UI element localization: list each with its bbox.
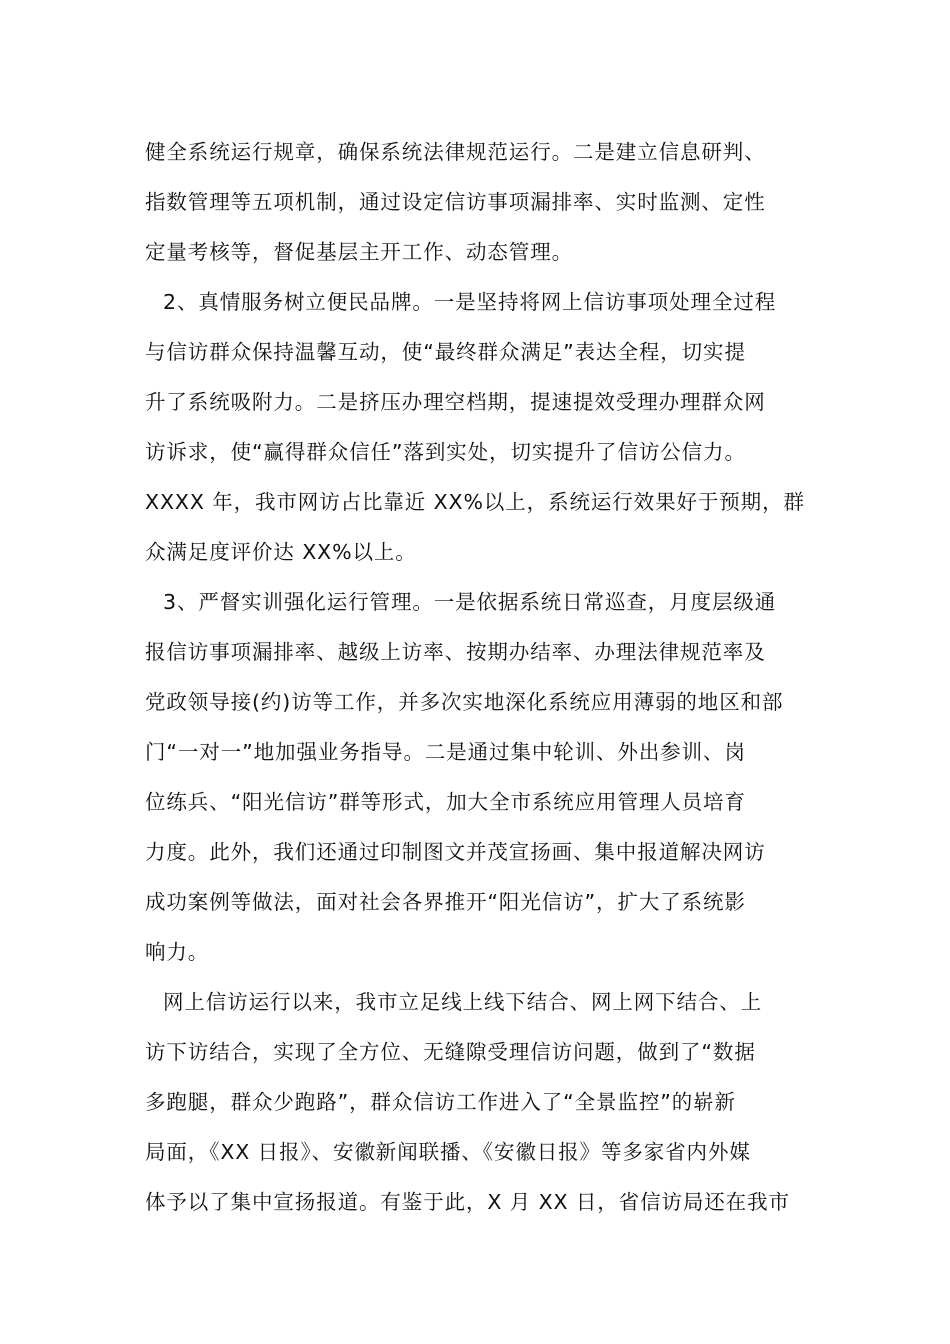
text-line-2: 指数管理等五项机制，通过设定信访事项漏排率、实时监测、定性 — [145, 190, 766, 214]
text-line-21: 局面，《XX 日报》、安徽新闻联播、《安徽日报》等多家省内外媒 — [145, 1140, 751, 1164]
text-line-9: 众满足度评价达 XX%以上。 — [145, 540, 417, 564]
text-line-22: 体予以了集中宣扬报道。有鉴于此，X 月 XX 日，省信访局还在我市 — [145, 1190, 790, 1214]
text-line-5: 与信访群众保持温馨互动，使“最终群众满足”表达全程，切实提 — [145, 340, 746, 364]
paragraph-4-first-line: 网上信访运行以来，我市立足线上线下结合、网上网下结合、上 — [163, 990, 763, 1014]
text-line-6: 升了系统吸附力。二是挤压办理空档期，提速提效受理办理群众网 — [145, 390, 766, 414]
text-line-8: XXXX 年，我市网访占比靠近 XX%以上，系统运行效果好于预期，群 — [145, 490, 805, 514]
text-line-1: 健全系统运行规章，确保系统法律规范运行。二是建立信息研判、 — [145, 140, 766, 164]
text-line-14: 位练兵、“阳光信访”群等形式，加大全市系统应用管理人员培育 — [145, 790, 746, 814]
text-line-3: 定量考核等，督促基层主开工作、动态管理。 — [145, 240, 573, 264]
text-line-12: 党政领导接(约)访等工作，并多次实地深化系统应用薄弱的地区和部 — [145, 690, 784, 714]
text-line-20: 多跑腿，群众少跑路”，群众信访工作进入了“全景监控”的崭新 — [145, 1090, 736, 1114]
text-line-7: 访诉求，使“赢得群众信任”落到实处，切实提升了信访公信力。 — [145, 440, 746, 464]
text-line-16: 成功案例等做法，面对社会各界推开“阳光信访”，扩大了系统影 — [145, 890, 746, 914]
paragraph-2-heading-line: 2、真情服务树立便民品牌。一是坚持将网上信访事项处理全过程 — [163, 290, 777, 314]
text-line-11: 报信访事项漏排率、越级上访率、按期办结率、办理法律规范率及 — [145, 640, 766, 664]
text-line-19: 访下访结合，实现了全方位、无缝隙受理信访问题，做到了“数据 — [145, 1040, 756, 1064]
text-line-15: 力度。此外，我们还通过印制图文并茂宣扬画、集中报道解决网访 — [145, 840, 766, 864]
text-line-17: 响力。 — [145, 940, 210, 964]
text-line-13: 门“一对一”地加强业务指导。二是通过集中轮训、外出参训、岗 — [145, 740, 746, 764]
paragraph-3-heading-line: 3、严督实训强化运行管理。一是依据系统日常巡查，月度层级通 — [163, 590, 777, 614]
